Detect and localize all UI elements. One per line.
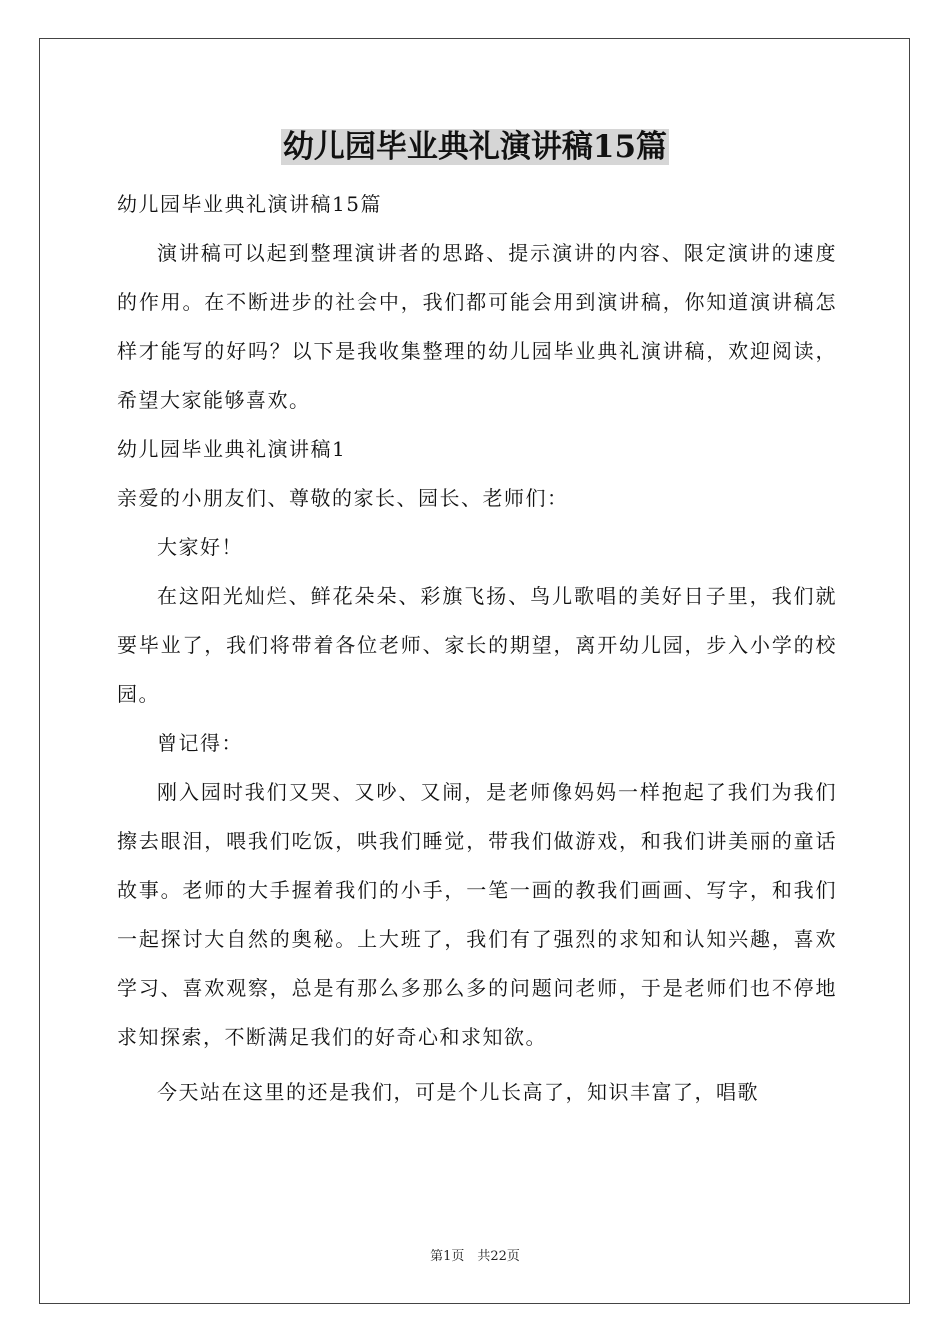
document-title-text: 幼儿园毕业典礼演讲稿15篇 [282,129,668,165]
document-body [117,180,837,1117]
hello-line: 大家好！ [157,535,243,559]
body-paragraph: 刚入园时我们又哭、又吵、又闹，是老师像妈妈一样抱起了我们为我们擦去眼泪，喂我们吃饭，哄我们睡觉，带我们做游戏，和我们讲美丽的童话故事。老师的大手握着我们的小手，一笔一画的教我们画画、写字，和我们一起探讨大自然的奥秘。上大班了，我们有了强烈的求知和认知兴趣，喜欢学习、喜欢观察，总是有那么多那么多的问题问老师，于是老师们也不停地求知探索，不断满足我们的好奇心和求知欲。 [117,780,837,1049]
section-heading: 幼儿园毕业典礼演讲稿1 [117,437,347,461]
body-paragraph: 在这阳光灿烂、鲜花朵朵、彩旗飞扬、鸟儿歌唱的美好日子里，我们就要毕业了，我们将带着各位老师、家长的期望，离开幼儿园，步入小学的校园。 [117,584,837,706]
page-footer: 第1页 共22页 [430,1249,520,1264]
greeting-line: 亲爱的小朋友们、尊敬的家长、园长、老师们： [117,486,569,510]
intro-paragraph: 演讲稿可以起到整理演讲者的思路、提示演讲的内容、限定演讲的速度的作用。在不断进步的社会中，我们都可能会用到演讲稿，你知道演讲稿怎样才能写的好吗？以下是我收集整理的幼儿园毕业典礼演讲稿，欢迎阅读，希望大家能够喜欢。 [117,241,837,412]
document-title [0,124,950,170]
body-paragraph: 今天站在这里的还是我们，可是个儿长高了，知识丰富了，唱歌 [157,1080,759,1104]
body-paragraph: 曾记得： [157,731,243,755]
subtitle-line: 幼儿园毕业典礼演讲稿15篇 [117,192,382,216]
